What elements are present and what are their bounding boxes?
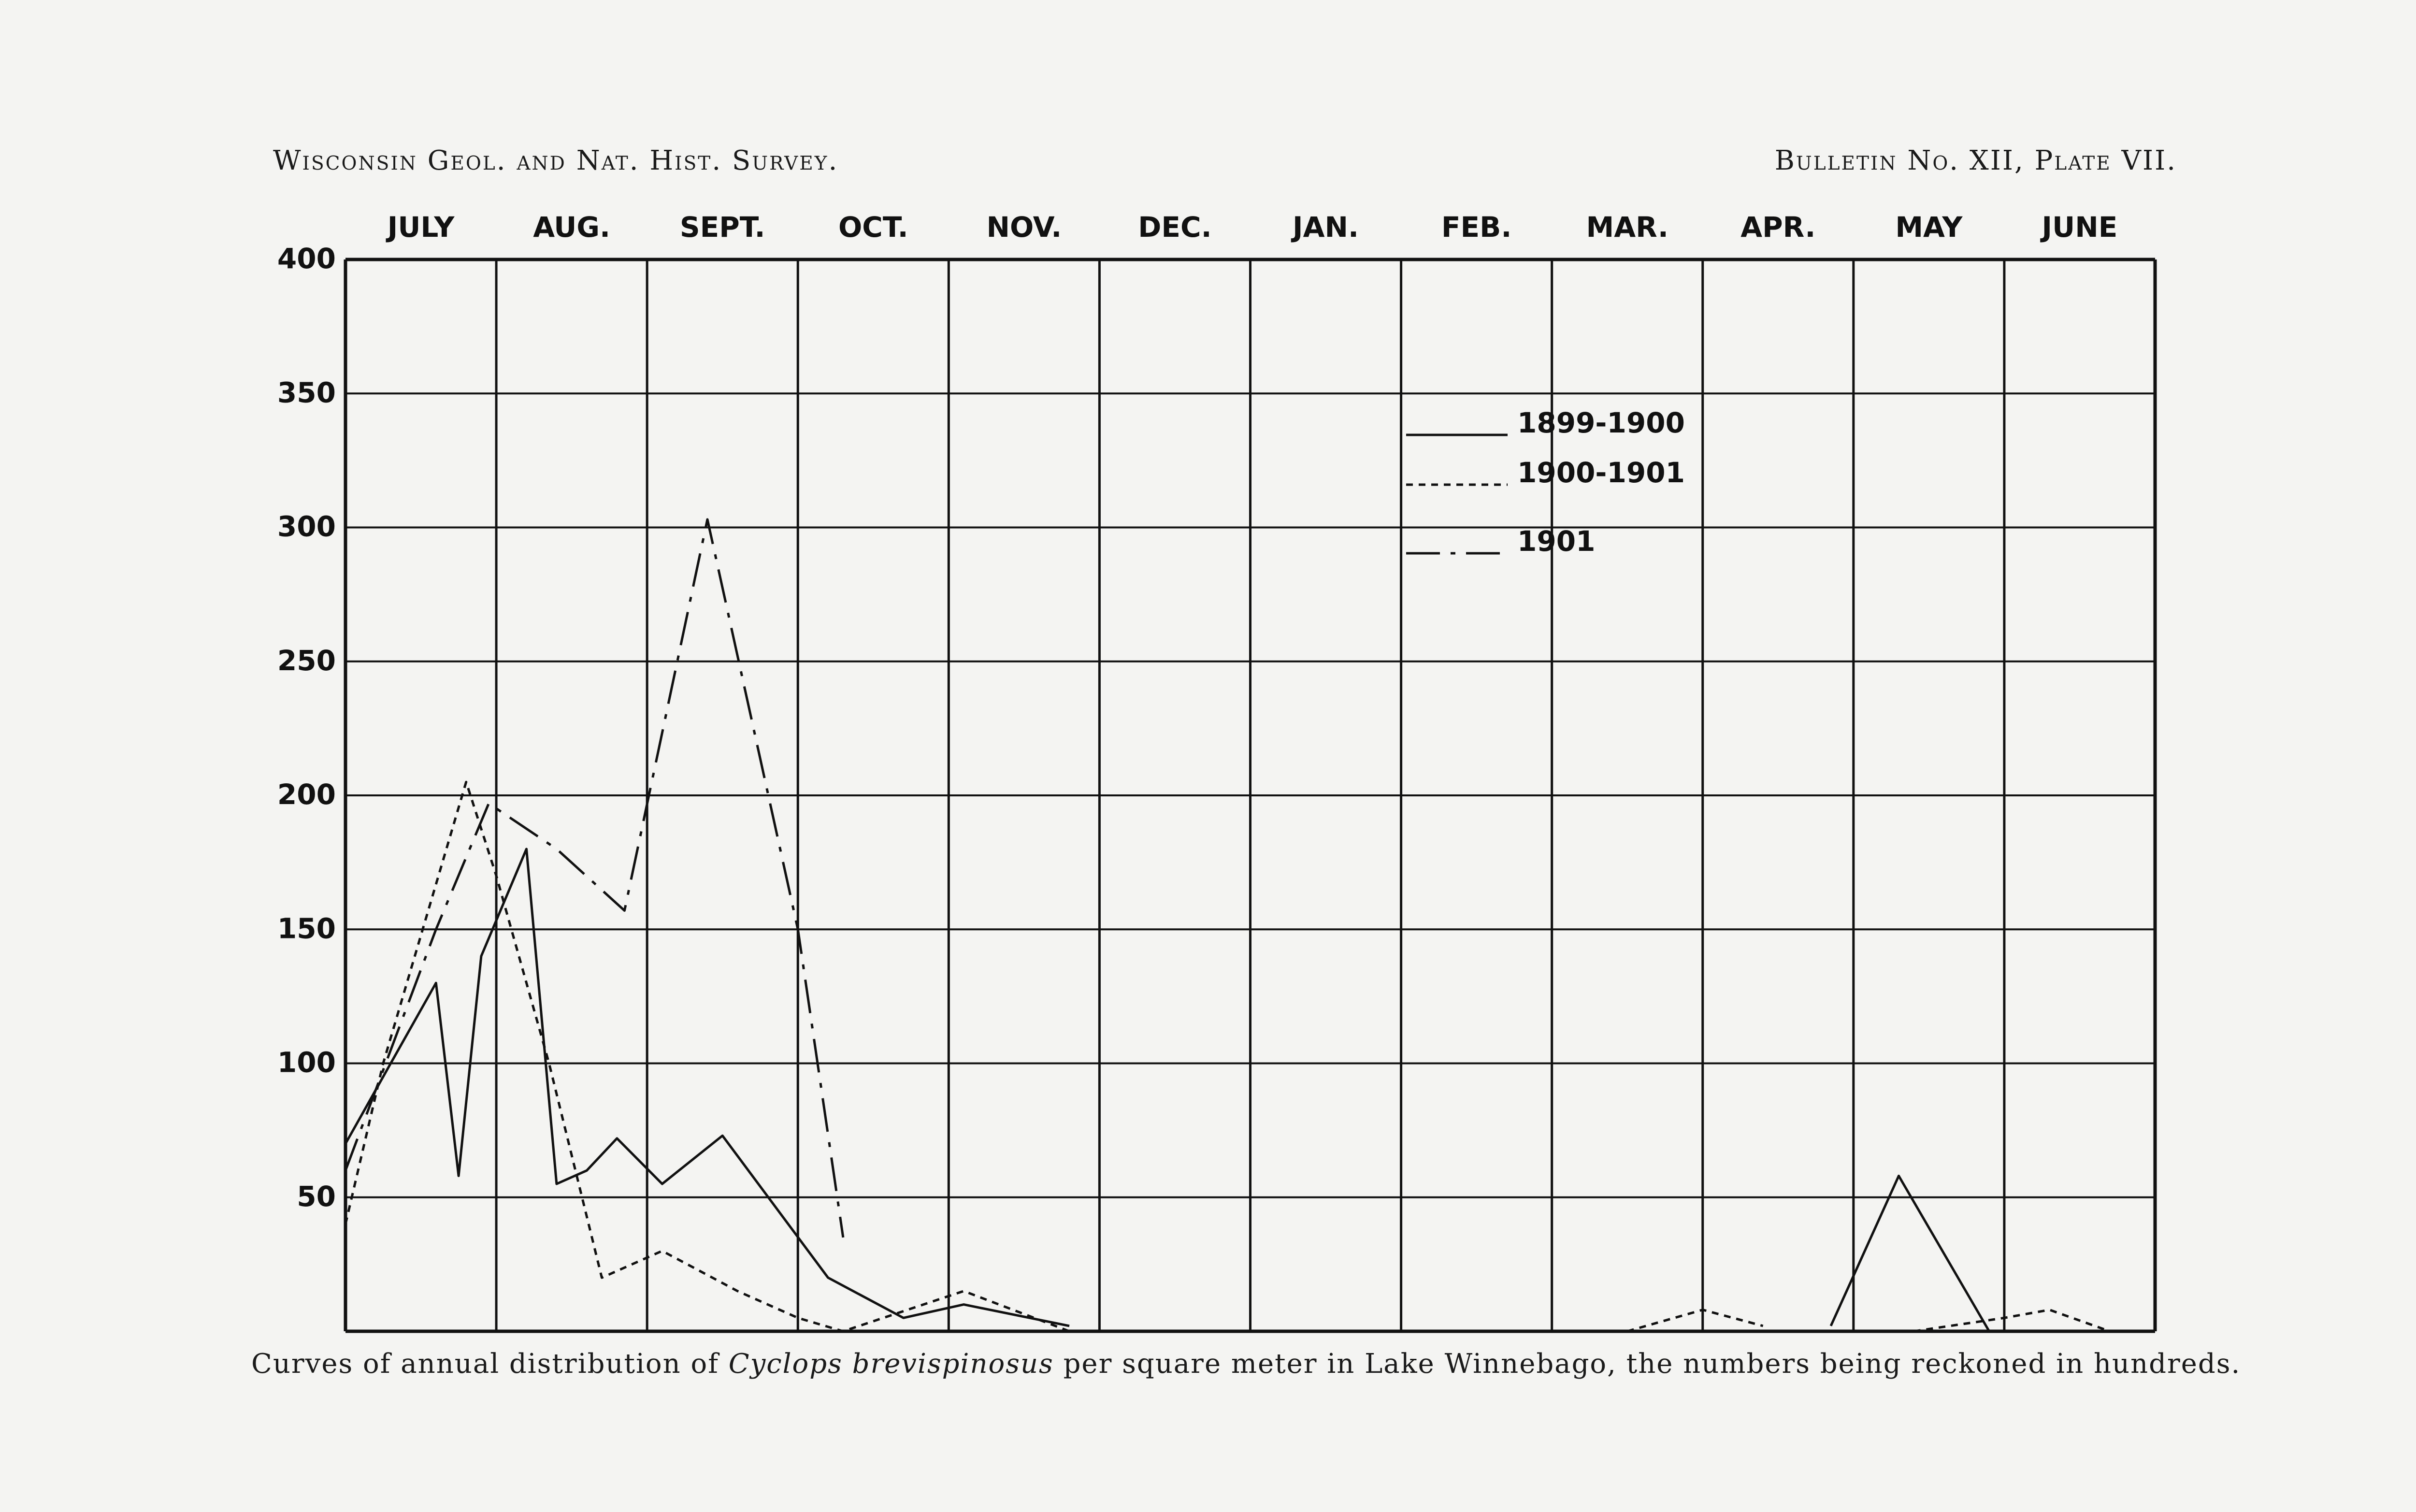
series-line-solid <box>345 849 1069 1326</box>
header-plate-label: Bulletin No. XII, Plate VII. <box>1774 145 2177 176</box>
header-survey-title: Wisconsin Geol. and Nat. Hist. Survey. <box>273 145 839 176</box>
month-label: MAY <box>1895 211 1963 244</box>
y-tick-label: 200 <box>277 778 336 811</box>
legend-label: 1900-1901 <box>1517 456 1685 489</box>
month-label: FEB. <box>1441 211 1512 244</box>
caption-text-before: Curves of annual distribution of <box>251 1348 719 1380</box>
legend-label: 1899-1900 <box>1517 406 1685 439</box>
series-lines <box>345 519 2110 1331</box>
series-line-dotted <box>345 782 1069 1331</box>
legend <box>1406 406 1685 558</box>
caption-species: Cyclops brevispinosus <box>728 1348 1054 1380</box>
month-label: SEPT. <box>679 211 765 244</box>
y-axis-labels <box>277 242 336 1213</box>
month-label: JUNE <box>2042 211 2118 244</box>
y-tick-label: 350 <box>277 376 336 409</box>
series-line-dotted <box>1627 1310 1763 1331</box>
month-labels <box>386 211 2118 244</box>
month-label: MAR. <box>1586 211 1668 244</box>
y-tick-label: 400 <box>277 242 336 275</box>
month-label: JAN. <box>1293 211 1359 244</box>
y-tick-label: 50 <box>297 1180 336 1213</box>
chart-grid <box>345 259 2155 1331</box>
month-label: AUG. <box>533 211 611 244</box>
y-tick-label: 150 <box>277 912 336 945</box>
caption-text-after: per square meter in Lake Winnebago, the numbers being reckoned in hundreds. <box>1063 1348 2241 1380</box>
y-tick-label: 300 <box>277 510 336 543</box>
series-line-dash-dot <box>345 519 843 1238</box>
y-tick-label: 100 <box>277 1046 336 1079</box>
legend-label: 1901 <box>1517 525 1596 558</box>
month-label: APR. <box>1740 211 1816 244</box>
month-label: OCT. <box>838 211 908 244</box>
series-line-dotted <box>1914 1310 2110 1331</box>
y-tick-label: 250 <box>277 644 336 677</box>
figure-caption <box>251 1348 2241 1380</box>
month-label: NOV. <box>986 211 1062 244</box>
month-label: JULY <box>387 211 455 244</box>
month-label: DEC. <box>1138 211 1212 244</box>
